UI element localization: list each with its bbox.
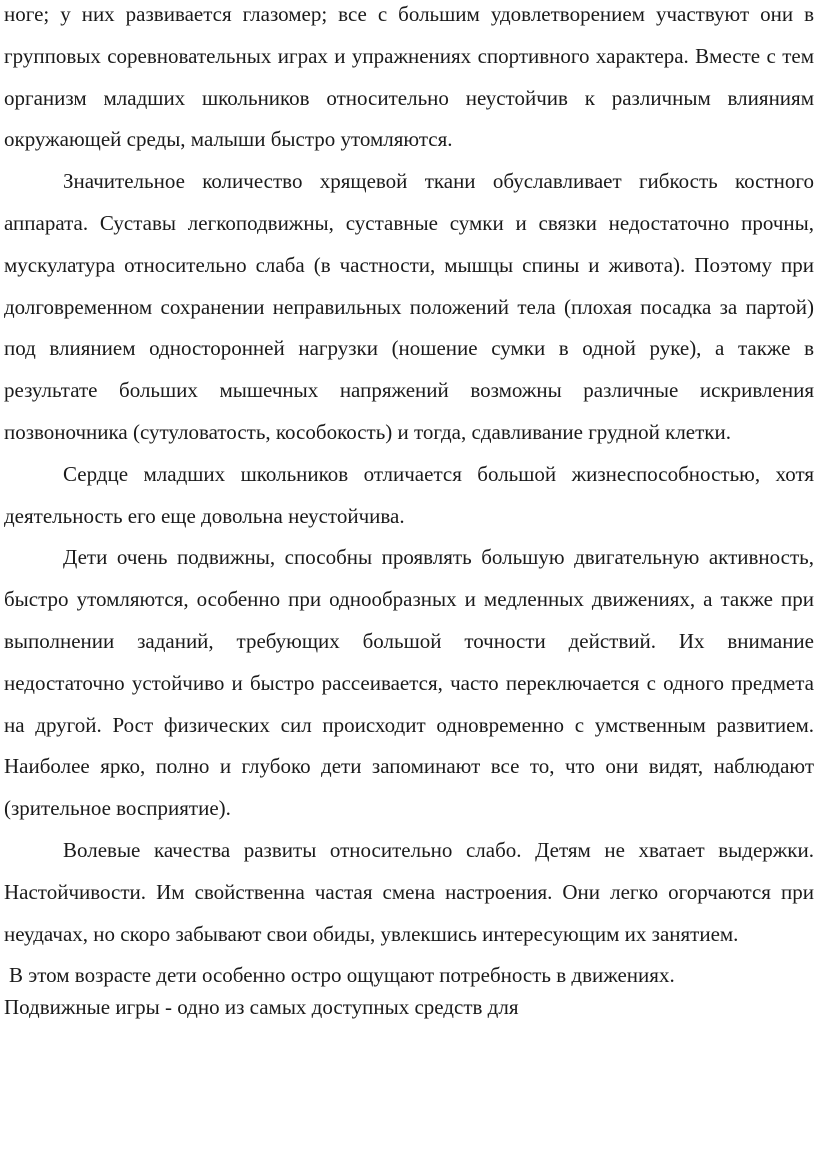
paragraph-4: Дети очень подвижны, способны проявлять большую двигательную активность, быстро утомляются, особенно при однообразных и медленных движениях, а также при выполнении заданий, требующих большой точности действий. Их внимание недостаточно устойчиво и быстро рассеивается, часто переключается с одного предмета на другой. Рост физических сил происходит одновременно с умственным развитием. Наиболее ярко, полно и глубоко дети запоминают все то, что они видят, наблюдают (зрительное восприятие). [4, 545, 814, 821]
paragraph-5: Волевые качества развиты относительно слабо. Детям не хватает выдержки. Настойчивости. Им свойственна частая смена настроения. Они легко огорчаются при неудачах, но скоро забывают свои обиды, увлекшись интересующим их занятием. [4, 837, 814, 946]
final-line-1: В этом возрасте дети особенно остро ощущают потребность в движениях. [9, 963, 675, 988]
final-line-2: Подвижные игры - одно из самых доступных средств для [4, 995, 519, 1020]
final-paragraph [0, 959, 816, 1023]
paragraph-1: ноге; у них развивается глазомер; все с большим удовлетворением участвуют они в групповых соревновательных играх и упражнениях спортивного характера. Вместе с тем организм младших школьников относительно неустойчив к различным влияниям окружающей среды, малыши быстро утомляются. [4, 2, 814, 152]
paragraph-2: Значительное количество хрящевой ткани обуславливает гибкость костного аппарата. Суставы легкоподвижны, суставные сумки и связки недостаточно прочны, мускулатура относительно слаба (в частности, мышцы спины и живота). Поэтому при долговременном сохранении неправильных положений тела (плохая посадка за партой) под влиянием односторонней нагрузки (ношение сумки в одной руке), а также в результате больших мышечных напряжений возможны различные искривления позвоночника (сутуловатость, кособокость) и тогда, сдавливание грудной клетки. [4, 169, 814, 444]
paragraph-3: Сердце младших школьников отличается большой жизнеспособностью, хотя деятельность его еще довольна неустойчива. [4, 461, 814, 528]
